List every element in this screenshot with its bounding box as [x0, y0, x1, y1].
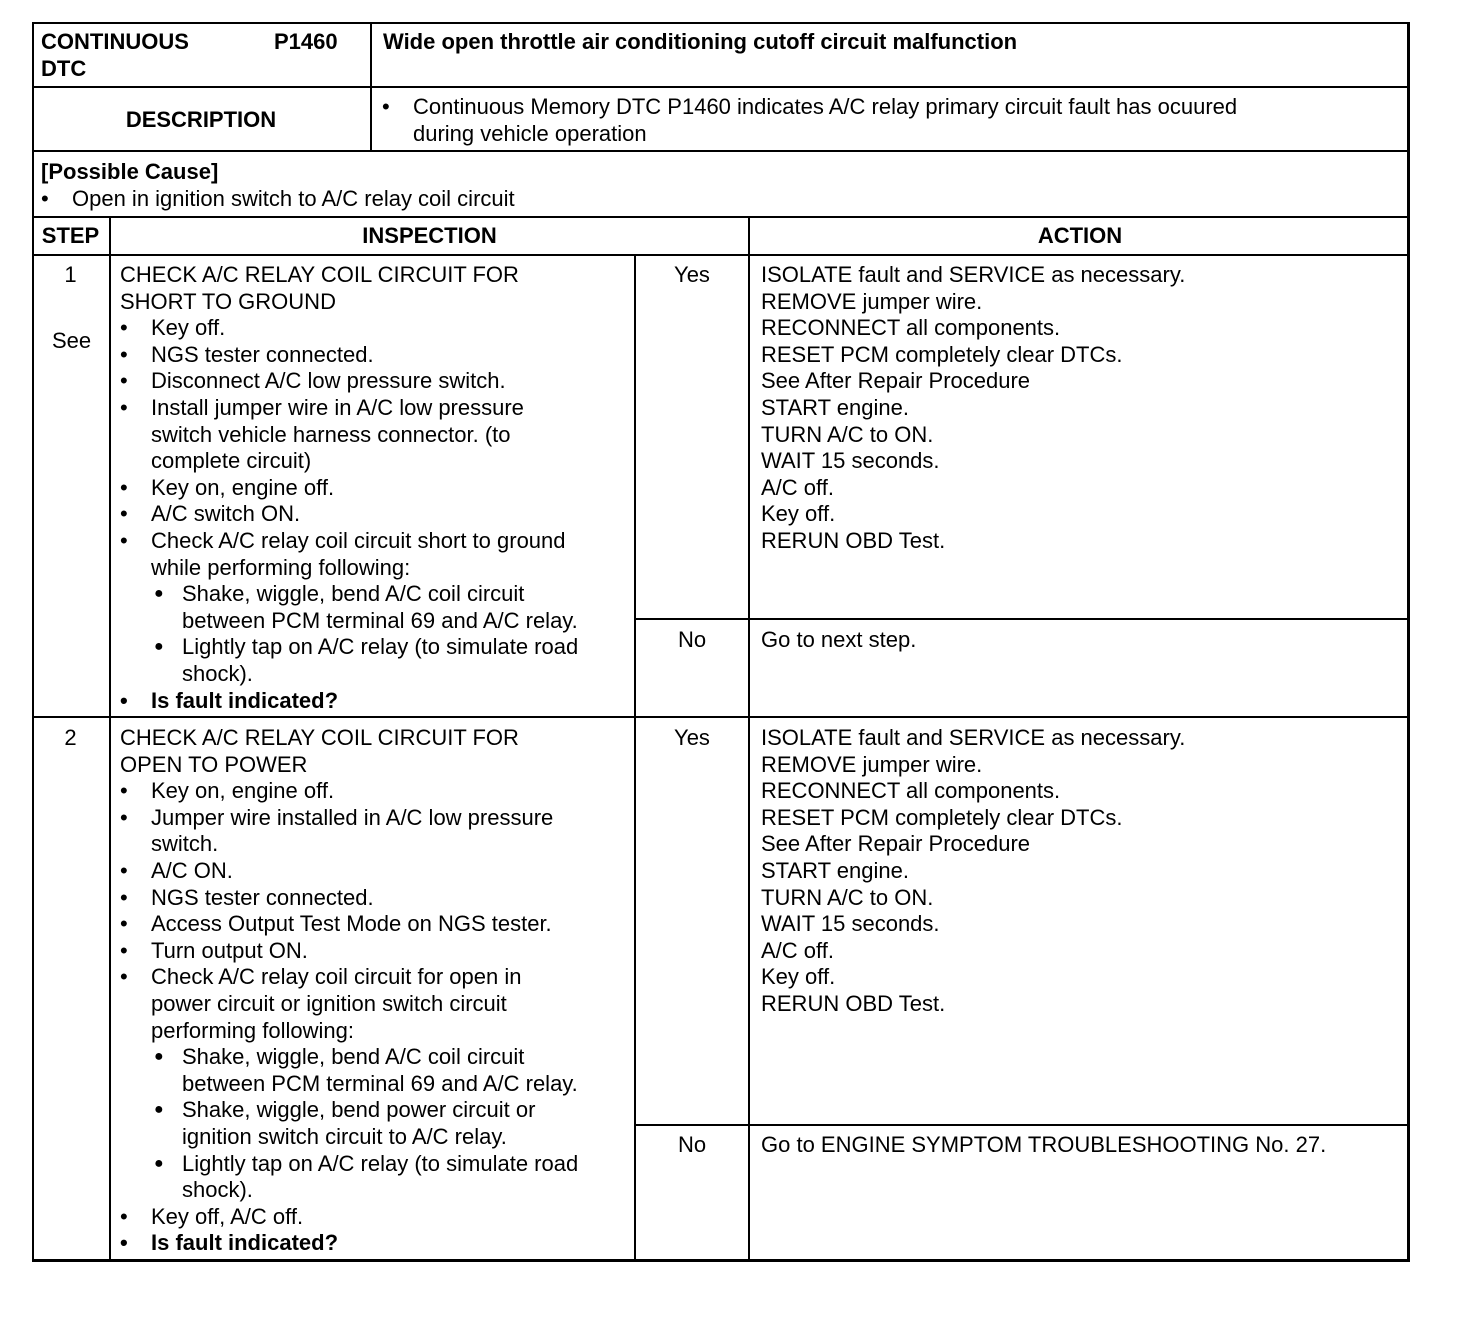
action-line: START engine.: [761, 857, 909, 883]
step-1-no-label: No: [677, 627, 707, 652]
action-line: TURN A/C to ON.: [761, 421, 934, 447]
inspection-subitem: ● Shake, wiggle, bend A/C coil circuit: [120, 1044, 578, 1071]
inspection-item: • Check A/C relay coil circuit for open in: [120, 964, 578, 991]
action-line: START engine.: [761, 394, 909, 420]
step-2-inspection: [120, 725, 578, 1257]
step-1-inspection: [120, 262, 578, 714]
dtc-code: P1460: [274, 29, 338, 54]
action-line: Key off.: [761, 501, 836, 527]
inspection-item-cont: switch vehicle harness connector. (to: [151, 421, 511, 447]
rule-yesno-col: [634, 254, 636, 1262]
action-line: RECONNECT all components.: [761, 778, 1061, 804]
inspection-subitem-cont: between PCM terminal 69 and A/C relay.: [182, 607, 578, 633]
action-line: REMOVE jumper wire.: [761, 751, 983, 777]
description-line2: during vehicle operation: [413, 120, 647, 146]
description-label: DESCRIPTION: [125, 107, 277, 132]
step-2-number: 2: [64, 725, 77, 750]
rule-step1-bottom: [32, 716, 1410, 718]
inspection-item: • Key off, A/C off.: [120, 1204, 578, 1231]
action-line: WAIT 15 seconds.: [761, 911, 940, 937]
column-header-step: STEP: [41, 223, 100, 248]
inspection-heading: CHECK A/C RELAY COIL CIRCUIT FOR: [120, 262, 519, 287]
inspection-item: • A/C ON.: [120, 858, 578, 885]
inspection-subitem-cont: between PCM terminal 69 and A/C relay.: [182, 1070, 578, 1096]
inspection-item-cont: power circuit or ignition switch circuit: [151, 990, 507, 1016]
rule-action-col: [748, 216, 750, 1262]
rule-header-bottom: [32, 86, 1410, 88]
inspection-subitem-cont: shock).: [182, 660, 253, 686]
description-text: [382, 94, 1237, 147]
description-line1: • Continuous Memory DTC P1460 indicates A/C relay primary circuit fault has ocuured: [382, 94, 1237, 121]
inspection-item: • Key off.: [120, 315, 578, 342]
inspection-item: • Key on, engine off.: [120, 475, 578, 502]
step-1-number: 1: [64, 262, 77, 287]
inspection-subitem-cont: shock).: [182, 1177, 253, 1203]
step-2-yes-action: [761, 725, 1185, 1018]
inspection-subitem-cont: ignition switch circuit to A/C relay.: [182, 1123, 507, 1149]
inspection-item: • Disconnect A/C low pressure switch.: [120, 368, 578, 395]
action-line: RESET PCM completely clear DTCs.: [761, 804, 1123, 830]
inspection-item: • Key on, engine off.: [120, 778, 578, 805]
inspection-subitem: ● Shake, wiggle, bend A/C coil circuit: [120, 581, 578, 608]
inspection-subitem: ● Lightly tap on A/C relay (to simulate road: [120, 1151, 578, 1178]
inspection-question: • Is fault indicated?: [120, 1230, 578, 1257]
action-line: See After Repair Procedure: [761, 368, 1031, 394]
dtc-label: [41, 29, 189, 82]
action-line: RESET PCM completely clear DTCs.: [761, 341, 1123, 367]
troubleshooting-document: [32, 22, 1410, 1262]
action-line: See After Repair Procedure: [761, 831, 1031, 857]
action-line: ISOLATE fault and SERVICE as necessary.: [761, 725, 1186, 750]
column-header-inspection: INSPECTION: [362, 223, 497, 248]
action-line: RERUN OBD Test.: [761, 990, 946, 1016]
action-line: A/C off.: [761, 474, 834, 500]
inspection-item: • NGS tester connected.: [120, 885, 578, 912]
inspection-subitem: ● Shake, wiggle, bend power circuit or: [120, 1097, 578, 1124]
rule-header-divider: [370, 22, 372, 150]
inspection-item: • Check A/C relay coil circuit short to ground: [120, 528, 578, 555]
inspection-item-cont: performing following:: [151, 1017, 354, 1043]
rule-columns-bottom: [32, 254, 1410, 256]
inspection-item: • Install jumper wire in A/C low pressure: [120, 395, 578, 422]
column-header-action: ACTION: [1037, 223, 1123, 248]
inspection-item: • NGS tester connected.: [120, 342, 578, 369]
inspection-heading: CHECK A/C RELAY COIL CIRCUIT FOR: [120, 725, 519, 750]
inspection-item: • Jumper wire installed in A/C low pressure: [120, 805, 578, 832]
possible-cause: [41, 159, 515, 212]
action-line: A/C off.: [761, 937, 834, 963]
step-1-yes-action: [761, 262, 1185, 555]
dtc-title: Wide open throttle air conditioning cutoff circuit malfunction: [383, 29, 1018, 54]
step-1-yes-label: Yes: [674, 262, 710, 287]
inspection-item-cont: switch.: [151, 831, 219, 857]
action-line: ISOLATE fault and SERVICE as necessary.: [761, 262, 1186, 287]
inspection-heading: SHORT TO GROUND: [120, 288, 336, 314]
step-2-yes-label: Yes: [674, 725, 710, 750]
action-line: REMOVE jumper wire.: [761, 288, 983, 314]
step-2-no-action: Go to ENGINE SYMPTOM TROUBLESHOOTING No. 27.: [761, 1132, 1327, 1157]
inspection-heading: OPEN TO POWER: [120, 751, 308, 777]
action-line: RECONNECT all components.: [761, 315, 1061, 341]
inspection-subitem: ● Lightly tap on A/C relay (to simulate road: [120, 634, 578, 661]
rule-cause-bottom: [32, 216, 1410, 218]
step-1-see: See: [52, 328, 92, 353]
possible-cause-item: • Open in ignition switch to A/C relay coil circuit: [41, 186, 515, 213]
inspection-item-cont: while performing following:: [151, 554, 411, 580]
inspection-item: • Turn output ON.: [120, 938, 578, 965]
action-line: TURN A/C to ON.: [761, 884, 934, 910]
action-line: Key off.: [761, 964, 836, 990]
inspection-item-cont: complete circuit): [151, 448, 312, 474]
step-2-no-label: No: [677, 1132, 707, 1157]
action-line: WAIT 15 seconds.: [761, 448, 940, 474]
rule-step-col: [109, 216, 111, 1262]
possible-cause-heading: [Possible Cause]: [41, 159, 219, 184]
action-line: RERUN OBD Test.: [761, 527, 946, 553]
rule-description-bottom: [32, 150, 1410, 152]
step-1-no-action: Go to next step.: [761, 627, 917, 652]
rule-step1-yes-no: [634, 618, 1410, 620]
dtc-label-line1: CONTINUOUS: [41, 29, 189, 54]
rule-step2-yes-no: [634, 1124, 1410, 1126]
inspection-item: • Access Output Test Mode on NGS tester.: [120, 911, 578, 938]
inspection-question: • Is fault indicated?: [120, 688, 578, 715]
dtc-label-line2: DTC: [41, 55, 87, 81]
inspection-item: • A/C switch ON.: [120, 501, 578, 528]
